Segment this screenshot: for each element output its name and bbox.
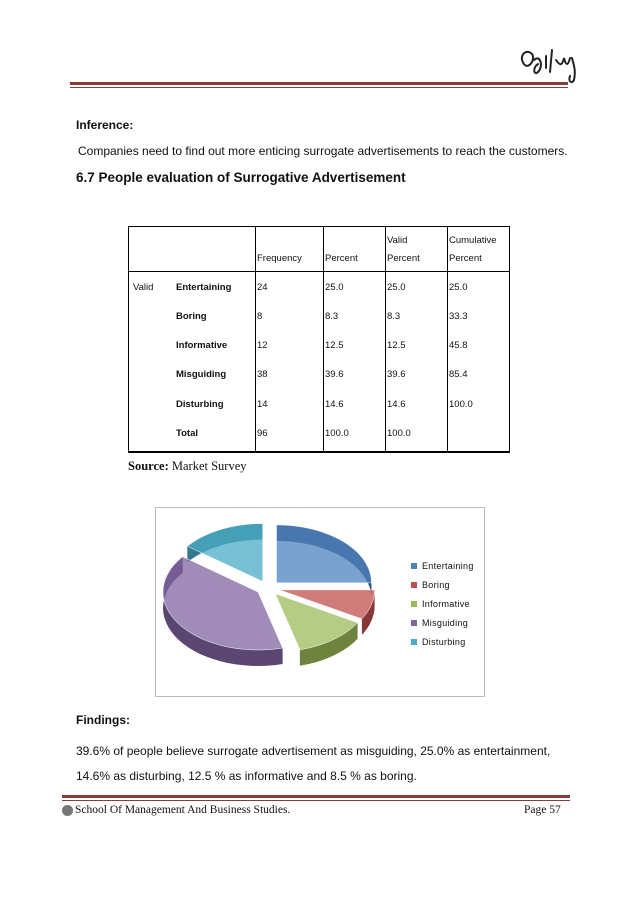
legend-label: Disturbing xyxy=(422,636,466,647)
cell-frequency: 38 xyxy=(257,369,268,380)
header-frequency: Frequency xyxy=(257,253,302,264)
table-divider xyxy=(447,227,448,451)
cell-cumulative: 100.0 xyxy=(449,399,473,410)
header-valid-1: Valid xyxy=(387,235,408,246)
cell-percent: 12.5 xyxy=(325,340,344,351)
cell-valid: 100.0 xyxy=(387,428,411,439)
row-label: Disturbing xyxy=(176,399,224,410)
frequency-table xyxy=(128,226,510,453)
table-header-row xyxy=(129,227,509,272)
cell-valid: 25.0 xyxy=(387,282,406,293)
chart-legend xyxy=(411,556,474,651)
inference-heading: Inference: xyxy=(76,118,134,132)
findings-heading: Findings: xyxy=(76,713,130,727)
source-line xyxy=(128,459,247,474)
header-cumulative-2: Percent xyxy=(449,253,482,264)
findings-text: 39.6% of people believe surrogate advertisement as misguiding, 25.0% as entertainment, 14.6% as disturbing, 12.5 % as informative and 8.5 % as boring. xyxy=(76,744,551,783)
row-label: Total xyxy=(176,428,198,439)
source-text: Market Survey xyxy=(168,459,247,473)
header-rule-thin xyxy=(70,87,568,88)
legend-item-boring xyxy=(411,575,474,594)
legend-label: Boring xyxy=(422,579,450,590)
footer-rule xyxy=(62,795,570,798)
header-valid-2: Percent xyxy=(387,253,420,264)
legend-swatch xyxy=(411,563,417,569)
cell-frequency: 12 xyxy=(257,340,268,351)
legend-item-disturbing xyxy=(411,632,474,651)
legend-label: Misguiding xyxy=(422,617,469,628)
pie-chart xyxy=(155,507,485,697)
table-divider xyxy=(323,227,324,451)
inference-text: Companies need to find out more enticing surrogate advertisements to reach the customers. xyxy=(78,144,568,158)
cell-frequency: 24 xyxy=(257,282,268,293)
ogilvy-logo xyxy=(516,42,586,86)
header-rule xyxy=(70,82,568,85)
table-divider xyxy=(255,227,256,451)
cell-cumulative: 25.0 xyxy=(449,282,468,293)
row-label: Entertaining xyxy=(176,282,232,293)
legend-swatch xyxy=(411,582,417,588)
header-cumulative-1: Cumulative xyxy=(449,235,497,246)
cell-percent: 100.0 xyxy=(325,428,349,439)
cell-frequency: 96 xyxy=(257,428,268,439)
header-percent: Percent xyxy=(325,253,358,264)
footer-rule-thin xyxy=(62,800,570,801)
cell-percent: 39.6 xyxy=(325,369,344,380)
row-group-label: Valid xyxy=(133,282,154,293)
cell-valid: 12.5 xyxy=(387,340,406,351)
school-emblem-icon xyxy=(62,805,73,816)
cell-frequency: 14 xyxy=(257,399,268,410)
legend-label: Informative xyxy=(422,598,470,609)
cell-percent: 8.3 xyxy=(325,311,339,322)
cell-valid: 8.3 xyxy=(387,311,401,322)
footer-left xyxy=(62,804,290,816)
page-number: Page 57 xyxy=(524,804,561,816)
cell-cumulative: 85.4 xyxy=(449,369,468,380)
cell-percent: 14.6 xyxy=(325,399,344,410)
legend-swatch xyxy=(411,601,417,607)
cell-cumulative: 45.8 xyxy=(449,340,468,351)
row-label: Misguiding xyxy=(176,369,227,380)
pie-slice-entertaining xyxy=(277,525,372,583)
row-label: Informative xyxy=(176,340,228,351)
cell-valid: 39.6 xyxy=(387,369,406,380)
legend-item-entertaining xyxy=(411,556,474,575)
row-label: Boring xyxy=(176,311,207,322)
section-title: 6.7 People evaluation of Surrogative Advertisement xyxy=(76,170,406,185)
cell-percent: 25.0 xyxy=(325,282,344,293)
footer-school: School Of Management And Business Studies. xyxy=(75,804,291,816)
legend-item-informative xyxy=(411,594,474,613)
legend-swatch xyxy=(411,620,417,626)
cell-frequency: 8 xyxy=(257,311,263,322)
cell-cumulative: 33.3 xyxy=(449,311,468,322)
table-divider xyxy=(385,227,386,451)
legend-label: Entertaining xyxy=(422,560,474,571)
legend-swatch xyxy=(411,639,417,645)
source-label: Source: xyxy=(128,459,169,473)
legend-item-misguiding xyxy=(411,613,474,632)
cell-valid: 14.6 xyxy=(387,399,406,410)
